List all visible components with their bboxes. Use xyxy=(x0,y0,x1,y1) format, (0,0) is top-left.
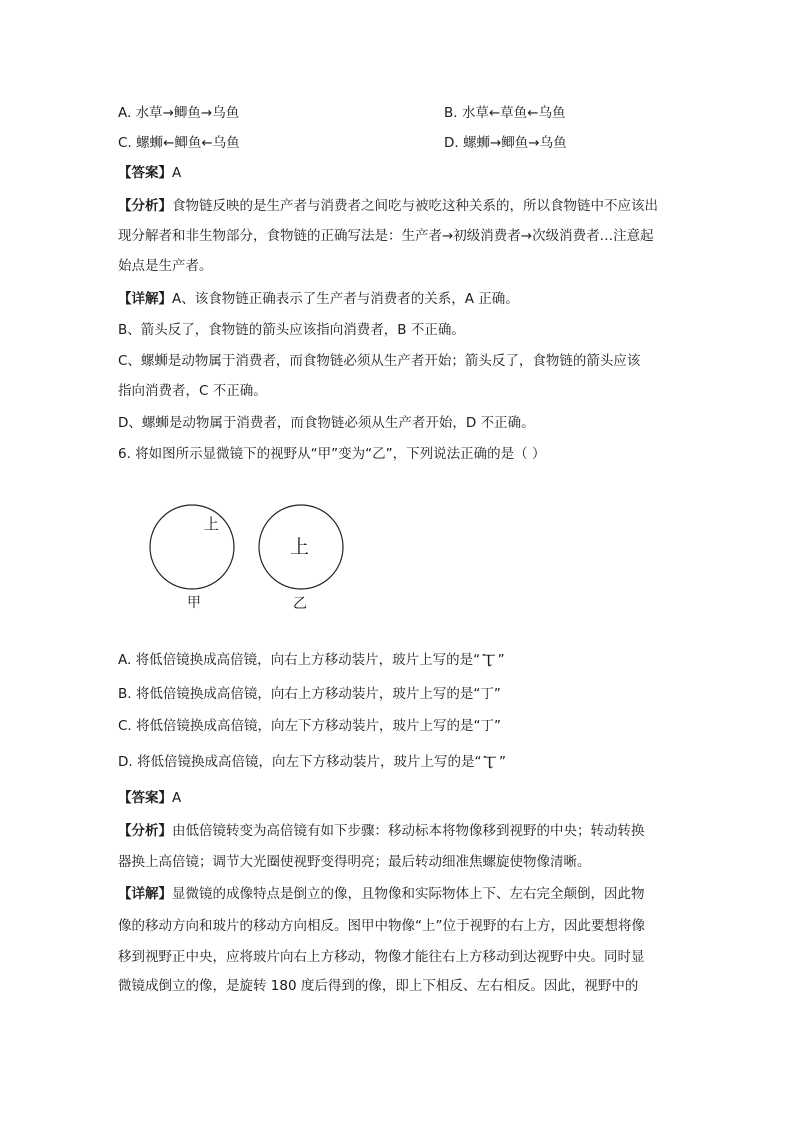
q6-option-c: C. 将低倍镜换成高倍镜，向左下方移动装片，玻片上写的是“丁” xyxy=(118,718,501,734)
q6-answer xyxy=(118,788,181,808)
q5-option-a: A. 水草→鲫鱼→乌鱼 xyxy=(118,105,240,121)
detail-label: 【详解】 xyxy=(118,886,172,902)
answer-value: A xyxy=(172,165,182,181)
q5-analysis-line-2: 现分解者和非生物部分，食物链的正确写法是：生产者→初级消费者→次级消费者…注意起 xyxy=(118,228,654,244)
analysis-text: 由低倍镜转变为高倍镜有如下步骤：移动标本将物像移到视野的中央；转动转换 xyxy=(172,823,645,839)
q5-answer xyxy=(118,163,181,183)
detail-text: 显微镜的成像特点是倒立的像，且物像和实际物体上下、左右完全颠倒，因此物 xyxy=(172,886,645,902)
q5-detail-line-4: 指向消费者，C 不正确。 xyxy=(118,383,267,399)
option-a-close-quote: ” xyxy=(497,652,505,668)
q5-detail-line-3: C、螺蛳是动物属于消费者，而食物链必须从生产者开始；箭头反了，食物链的箭头应该 xyxy=(118,353,641,369)
mirrored-ding-glyph: 丁 xyxy=(483,755,497,771)
microscope-field-diagram xyxy=(140,495,370,625)
q5-analysis-line-1 xyxy=(118,196,658,216)
q5-option-d: D. 螺蛳→鲫鱼→乌鱼 xyxy=(444,135,567,151)
q6-detail-line-3: 移到视野正中央，应将玻片向右上方移动，物像才能往右上方移动到达视野中央。同时显 xyxy=(118,949,645,965)
q6-option-d xyxy=(118,752,506,772)
jia-image-char: 上 xyxy=(204,515,220,533)
q6-option-a xyxy=(118,650,505,670)
answer-label: 【答案】 xyxy=(118,165,172,181)
q6-option-b: B. 将低倍镜换成高倍镜，向右上方移动装片，玻片上写的是“丁” xyxy=(118,686,501,702)
q6-analysis-line-1 xyxy=(118,821,645,841)
field-circle-jia xyxy=(150,505,234,589)
option-d-text: D. 将低倍镜换成高倍镜，向左下方移动装片，玻片上写的是“ xyxy=(118,754,482,770)
q6-analysis-line-2: 器换上高倍镜；调节大光圈使视野变得明亮；最后转动细准焦螺旋使物像清晰。 xyxy=(118,854,591,870)
q6-stem: 6. 将如图所示显微镜下的视野从“甲”变为“乙”，下列说法正确的是（ ） xyxy=(118,446,546,462)
option-d-close-quote: ” xyxy=(498,754,506,770)
analysis-label: 【分析】 xyxy=(118,823,172,839)
q5-option-b: B. 水草←草鱼←乌鱼 xyxy=(444,105,566,121)
yi-image-char: 上 xyxy=(290,536,310,558)
answer-value: A xyxy=(172,790,182,806)
detail-text: A、该食物链正确表示了生产者与消费者的关系，A 正确。 xyxy=(172,291,519,307)
option-a-text: A. 将低倍镜换成高倍镜，向右上方移动装片，玻片上写的是“ xyxy=(118,652,481,668)
q5-analysis-line-3: 始点是生产者。 xyxy=(118,258,213,274)
analysis-label: 【分析】 xyxy=(118,198,172,214)
detail-label: 【详解】 xyxy=(118,291,172,307)
q5-detail-line-1 xyxy=(118,289,519,309)
mirrored-ding-glyph: 丁 xyxy=(482,653,496,669)
analysis-text: 食物链反映的是生产者与消费者之间吃与被吃这种关系的，所以食物链中不应该出 xyxy=(172,198,658,214)
answer-label: 【答案】 xyxy=(118,790,172,806)
q6-detail-line-2: 像的移动方向和玻片的移动方向相反。图甲中物像“上”位于视野的右上方，因此要想将像 xyxy=(118,918,645,934)
jia-label: 甲 xyxy=(187,595,201,611)
q5-detail-line-2: B、箭头反了，食物链的箭头应该指向消费者，B 不正确。 xyxy=(118,322,465,338)
q6-detail-line-4: 微镜成倒立的像，是旋转 180 度后得到的像，即上下相反、左右相反。因此，视野中的 xyxy=(118,978,639,994)
microscope-field-figure xyxy=(140,495,370,625)
yi-label: 乙 xyxy=(293,596,307,612)
q5-option-c: C. 螺蛳←鲫鱼←乌鱼 xyxy=(118,135,240,151)
q5-detail-line-5: D、螺蛳是动物属于消费者，而食物链必须从生产者开始，D 不正确。 xyxy=(118,415,535,431)
q6-detail-line-1 xyxy=(118,884,645,904)
